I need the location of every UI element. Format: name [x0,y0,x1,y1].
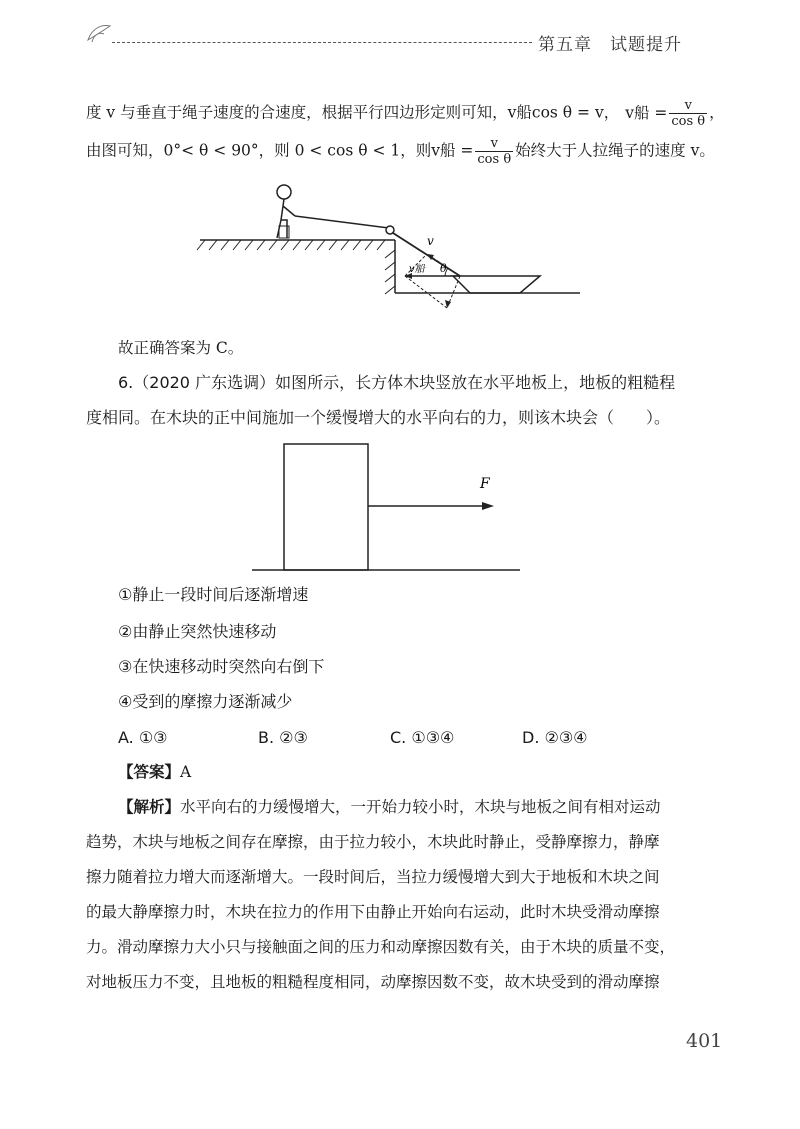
solution-line-1: 度 v 与垂直于绳子速度的合速度，根据平行四边形定则可知，v船cos θ = v， v船 = $\frac{v}{\text{cos θ}}$ ， [86,98,725,129]
answer-label: 【答案】 [118,763,181,781]
velocity-fraction: $\frac{v}{\text{cos θ}}$ [671,98,706,129]
wooden-block [284,444,368,570]
person-body [277,199,295,238]
conclusion-text: 故正确答案为 C。 [118,339,244,357]
page-number: 401 [686,1030,723,1052]
analysis-line-1: 【解析】水平向右的力缓慢增大，一开始力较小时，木块与地板之间有相对运动 [118,798,661,816]
statement-2: ②由静止突然快速移动 [118,622,277,641]
analysis-line-4: 的最大静摩擦力时，木块在拉力的作用下由静止开始向右运动，此时木块受滑动摩擦 [86,903,660,921]
analysis-line-3: 擦力随着拉力增大而逐渐增大。一段时间后，当拉力缓慢增大到大于地板和木块之间 [86,868,660,886]
force-arrowhead [482,502,494,510]
question-line-1: 6.（2020 广东选调）如图所示，长方体木块竖放在水平地板上，地板的粗糙程 [118,373,676,392]
statement-1: ①静止一段时间后逐渐增速 [118,585,309,604]
label-theta: θ [440,262,447,275]
option-a: A. ①③ [118,728,168,747]
solution-line-2: 由图可知，0°< θ < 90°，则 0 < cos θ < 1，则v船 = $\frac{v}{\text{cos θ}}$ 始终大于人拉绳子的速度 v。 [86,136,715,167]
chapter-title: 第五章 试题提升 [538,35,682,55]
boat [453,276,540,293]
leaf-ornament-icon [84,20,114,44]
analysis-line-5: 力。滑动摩擦力大小只与接触面之间的压力和动摩擦因数有关，由于木块的质量不变， [86,938,676,956]
question-line-2: 度相同。在木块的正中间施加一个缓慢增大的水平向右的力，则该木块会（ ）。 [86,408,671,427]
block-force-figure [250,442,530,577]
velocity-fraction-2: $\frac{v}{\text{cos θ}}$ [477,136,512,167]
option-c: C. ①③④ [390,728,455,747]
statement-4: ④受到的摩擦力逐渐减少 [118,692,293,711]
label-vship: v船 [409,264,425,275]
analysis-line-2: 趋势，木块与地板之间存在摩擦，由于拉力较小，木块此时静止，受静摩擦力，静摩 [86,833,660,851]
analysis-line-6: 对地板压力不变，且地板的粗糙程度相同，动摩擦因数不变，故木块受到的滑动摩擦 [86,973,660,991]
analysis-label: 【解析】 [118,798,181,816]
label-v: v [427,234,434,248]
statement-3: ③在快速移动时突然向右倒下 [118,657,325,676]
answer-line [118,762,191,782]
force-label: F [480,476,490,492]
option-b: B. ②③ [258,728,308,747]
ground-hatching [197,240,385,250]
person-head [277,185,291,199]
header-rule [112,42,532,43]
rope [295,216,389,228]
answer-value: A [180,763,192,781]
rope-boat-figure [195,178,585,313]
pulley-icon [386,226,394,234]
option-d: D. ②③④ [522,728,588,747]
